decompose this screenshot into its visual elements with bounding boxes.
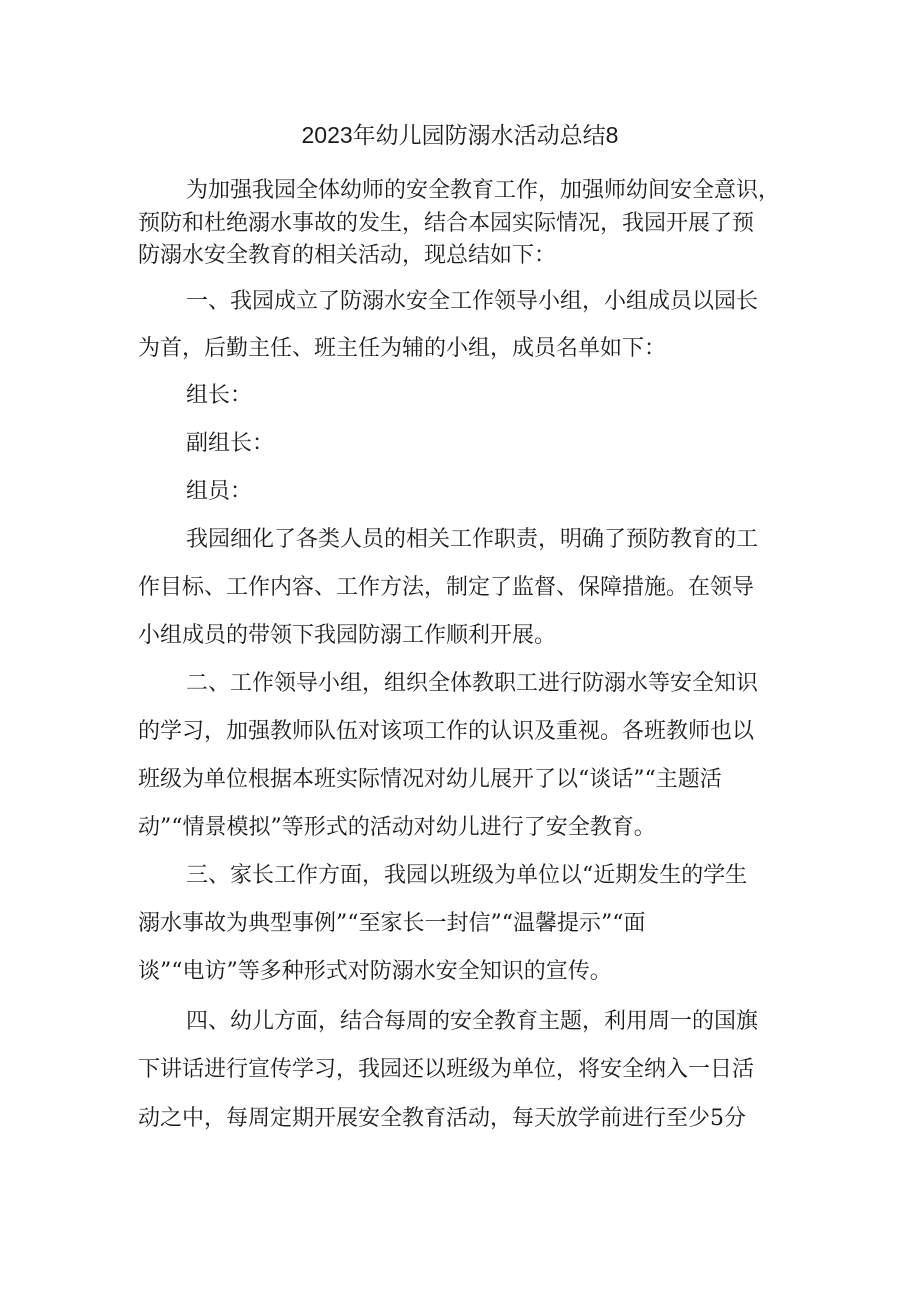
section-2-line-2: 的学习，加强教师队伍对该项工作的认识及重视。各班教师也以 — [138, 719, 755, 744]
leader-label: 组长： — [186, 383, 253, 408]
intro-line-2: 预防和杜绝溺水事故的发生，结合本园实际情况，我园开展了预 — [138, 211, 755, 236]
section-2-line-4: 动”“情景模拟”等形式的活动对幼儿进行了安全教育。 — [138, 815, 656, 840]
section-2-line-3: 班级为单位根据本班实际情况对幼儿展开了以“谈话”“主题活 — [138, 767, 722, 792]
intro-line-1: 为加强我园全体幼师的安全教育工作，加强师幼间安全意识， — [186, 178, 781, 203]
section-3-line-3: 谈”“电访”等多种形式对防溺水安全知识的宣传。 — [138, 959, 612, 984]
document-title: 2023年幼儿园防溺水活动总结8 — [301, 122, 619, 148]
duties-line-1: 我园细化了各类人员的相关工作职责，明确了预防教育的工 — [186, 527, 759, 552]
members-label: 组员： — [186, 479, 253, 504]
section-1-line-1: 一、我园成立了防溺水安全工作领导小组，小组成员以园长 — [186, 289, 759, 314]
deputy-leader-label: 副组长： — [186, 431, 275, 456]
section-3-line-2: 溺水事故为典型事例”“至家长一封信”“温馨提示”“面 — [138, 911, 646, 936]
duties-line-2: 作目标、工作内容、工作方法，制定了监督、保障措施。在领导 — [138, 575, 755, 600]
section-4-line-3: 动之中，每周定期开展安全教育活动，每天放学前进行至少5分 — [138, 1106, 746, 1131]
intro-line-3: 防溺水安全教育的相关活动，现总结如下： — [138, 243, 557, 268]
section-2-line-1: 二、工作领导小组，组织全体教职工进行防溺水等安全知识 — [186, 671, 759, 696]
section-1-line-2: 为首，后勤主任、班主任为辅的小组，成员名单如下： — [138, 336, 667, 361]
section-4-line-1: 四、幼儿方面，结合每周的安全教育主题，利用周一的国旗 — [186, 1009, 759, 1034]
duties-line-3: 小组成员的带领下我园防溺工作顺利开展。 — [138, 623, 557, 648]
section-3-line-1: 三、家长工作方面，我园以班级为单位以“近期发生的学生 — [186, 863, 748, 888]
section-4-line-2: 下讲话进行宣传学习，我园还以班级为单位，将安全纳入一日活 — [138, 1057, 755, 1082]
